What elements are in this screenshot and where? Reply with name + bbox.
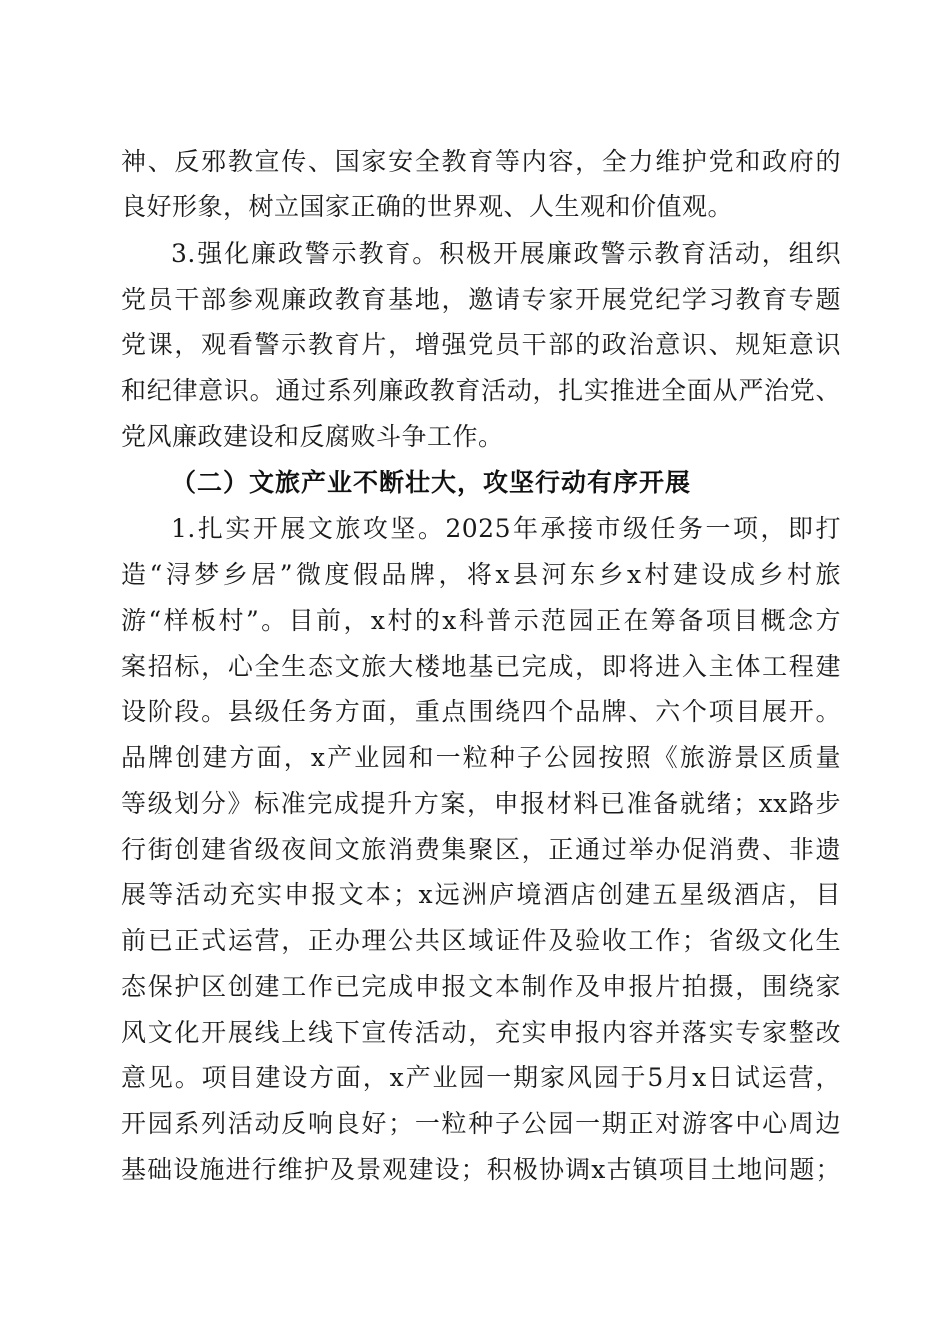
text-line: 风文化开展线上线下宣传活动，充实申报内容并落实专家整改 bbox=[121, 1018, 841, 1047]
text-line: 党员干部参观廉政教育基地，邀请专家开展党纪学习教育专题 bbox=[121, 285, 841, 314]
text-line: 设阶段。县级任务方面，重点围绕四个品牌、六个项目展开。 bbox=[121, 697, 841, 726]
text-line: 意见。项目建设方面，x产业园一期家风园于5月x日试运营， bbox=[121, 1063, 841, 1092]
text-line: 展等活动充实申报文本；x远洲庐境酒店创建五星级酒店，目 bbox=[121, 880, 841, 909]
text-line: 基础设施进行维护及景观建设；积极协调x古镇项目土地问题； bbox=[121, 1155, 841, 1184]
text-line: 1.扎实开展文旅攻坚。2025年承接市级任务一项，即打 bbox=[171, 514, 841, 543]
text-line: 态保护区创建工作已完成申报文本制作及申报片拍摄，围绕家 bbox=[121, 972, 841, 1001]
text-line: 党课，观看警示教育片，增强党员干部的政治意识、规矩意识 bbox=[121, 330, 841, 359]
text-line: 行街创建省级夜间文旅消费集聚区，正通过举办促消费、非遗 bbox=[121, 835, 841, 864]
text-line: 等级划分》标准完成提升方案，申报材料已准备就绪；xx路步 bbox=[121, 789, 841, 818]
text-line: 游“样板村”。目前，x村的x科普示范园正在筹备项目概念方 bbox=[121, 606, 841, 635]
text-line: 案招标，心全生态文旅大楼地基已完成，即将进入主体工程建 bbox=[121, 652, 841, 681]
section-heading: （二）文旅产业不断壮大，攻坚行动有序开展 bbox=[171, 468, 692, 497]
text-line: 品牌创建方面，x产业园和一粒种子公园按照《旅游景区质量 bbox=[121, 743, 841, 772]
text-line: 和纪律意识。通过系列廉政教育活动，扎实推进全面从严治党、 bbox=[121, 376, 841, 405]
text-line: 3.强化廉政警示教育。积极开展廉政警示教育活动，组织 bbox=[171, 239, 841, 268]
text-line: 开园系列活动反响良好；一粒种子公园一期正对游客中心周边 bbox=[121, 1109, 841, 1138]
text-line: 良好形象，树立国家正确的世界观、人生观和价值观。 bbox=[121, 192, 734, 221]
text-line: 党风廉政建设和反腐败斗争工作。 bbox=[121, 422, 504, 451]
text-line: 神、反邪教宣传、国家安全教育等内容，全力维护党和政府的 bbox=[121, 147, 841, 176]
text-line: 造“浔梦乡居”微度假品牌，将x县河东乡x村建设成乡村旅 bbox=[121, 560, 841, 589]
text-line: 前已正式运营，正办理公共区域证件及验收工作；省级文化生 bbox=[121, 926, 841, 955]
